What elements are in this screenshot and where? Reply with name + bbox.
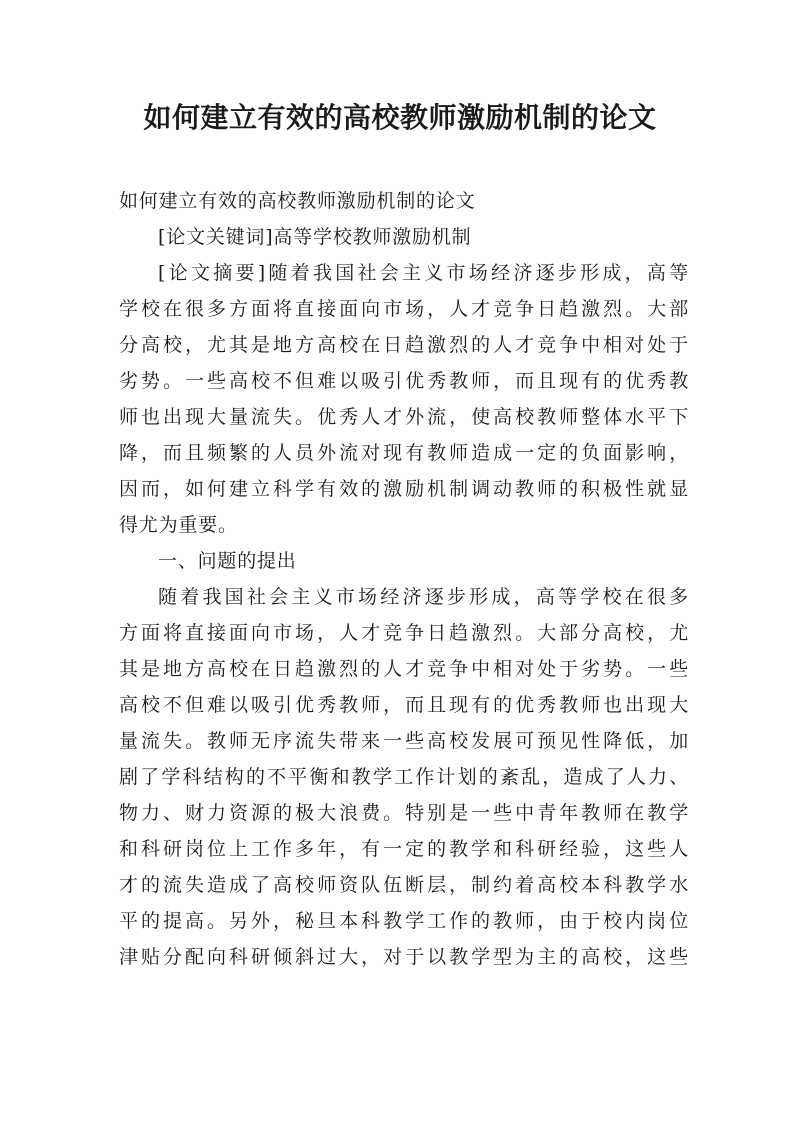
section-heading: 一、问题的提出 [158,550,297,572]
abstract-line: 因而，如何建立科学有效的激励机制调动教师的积极性就显 [119,478,689,500]
abstract-line: 劣势。一些高校不但难以吸引优秀教师，而且现有的优秀教 [119,370,689,392]
abstract-line: 师也出现大量流失。优秀人才外流，使高校教师整体水平下 [119,406,689,428]
paragraph-line: 才的流失造成了高校师资队伍断层，制约着高校本科教学水 [119,874,689,896]
abstract-line: 得尤为重要。 [119,514,238,536]
paragraph-line: 方面将直接面向市场，人才竞争日趋激烈。大部分高校，尤 [119,622,689,644]
abstract-line: 分高校，尤其是地方高校在日趋激烈的人才竞争中相对处于 [119,334,689,356]
paragraph-line: 平的提高。另外，秘旦本科教学工作的教师，由于校内岗位 [119,910,689,932]
keywords-line: [论文关键词]高等学校教师激励机制 [158,226,472,248]
paragraph-line: 随着我国社会主义市场经济逐步形成，高等学校在很多 [158,586,689,608]
paragraph-line: 其是地方高校在日趋激烈的人才竞争中相对处于劣势。一些 [119,658,689,680]
subtitle-line: 如何建立有效的高校教师激励机制的论文 [119,190,476,212]
paragraph-line: 物力、财力资源的极大浪费。特别是一些中青年教师在教学 [119,802,689,824]
paragraph-line: 剧了学科结构的不平衡和教学工作计划的紊乱，造成了人力、 [119,766,689,788]
paragraph-line: 津贴分配向科研倾斜过大，对于以教学型为主的高校，这些 [119,946,689,968]
abstract-line: [论文摘要]随着我国社会主义市场经济逐步形成，高等 [158,262,689,284]
abstract-line: 降，而且频繁的人员外流对现有教师造成一定的负面影响， [119,442,689,464]
paragraph-line: 量流失。教师无序流失带来一些高校发展可预见性降低，加 [119,730,689,752]
paragraph-line: 和科研岗位上工作多年，有一定的教学和科研经验，这些人 [119,838,689,860]
abstract-paragraph [119,255,689,543]
paragraph-line: 高校不但难以吸引优秀教师，而且现有的优秀教师也出现大 [119,694,689,716]
abstract-line: 学校在很多方面将直接面向市场，人才竞争日趋激烈。大部 [119,298,689,320]
document-title: 如何建立有效的高校教师激励机制的论文 [143,101,657,134]
document-body [119,183,689,975]
section-paragraph [119,579,689,975]
